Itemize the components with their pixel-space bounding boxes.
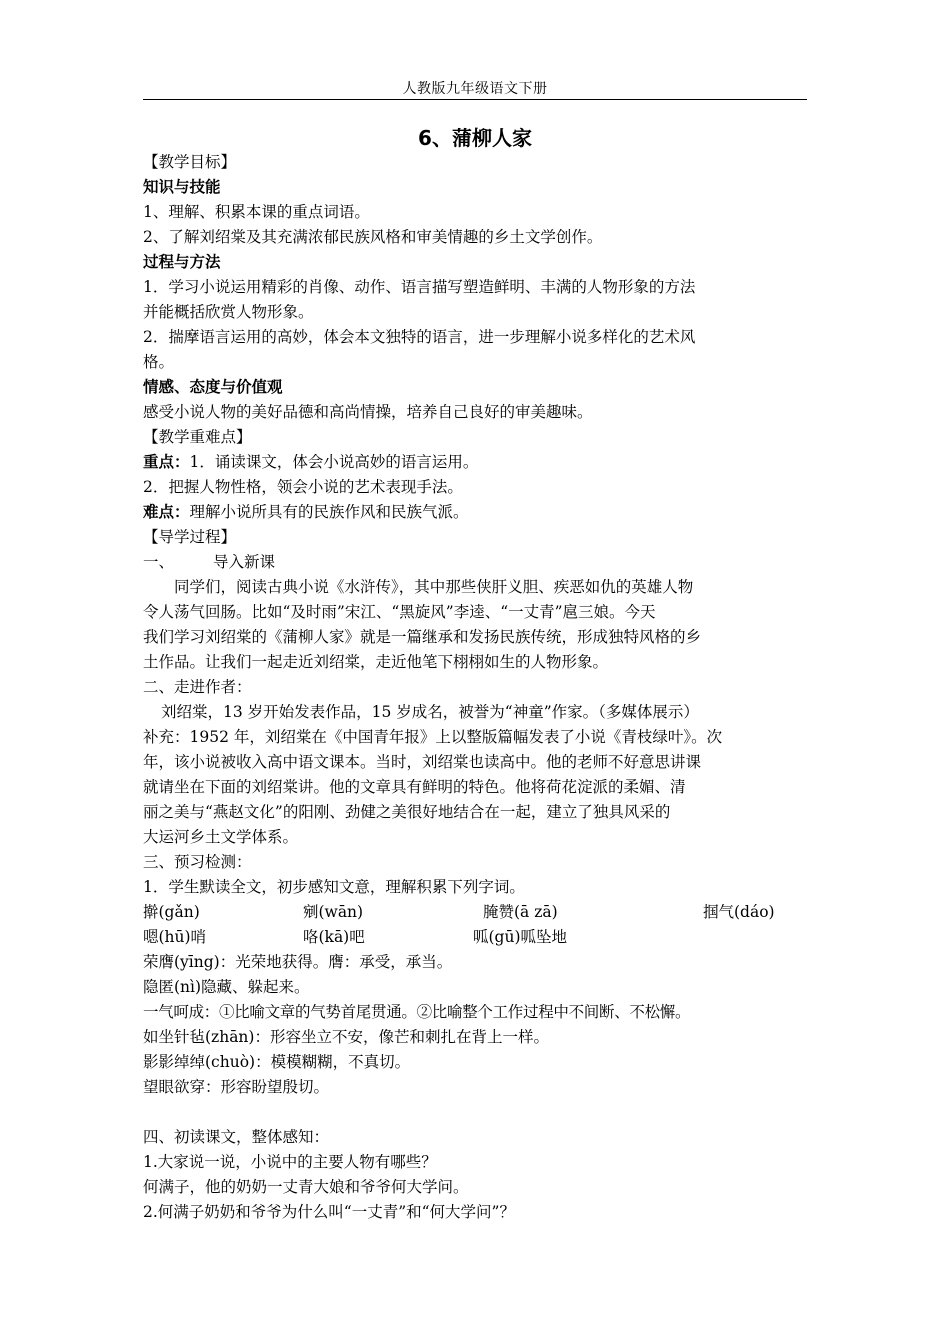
vocab-definition: 望眼欲穿：形容盼望殷切。 xyxy=(143,1078,330,1096)
section-4-line: 1.大家说一说，小说中的主要人物有哪些？ xyxy=(143,1153,437,1171)
vocab-definition: 一气呵成：①比喻文章的气势首尾贯通。②比喻整个工作过程中不间断、不松懈。 xyxy=(143,1003,691,1021)
section-2-line: 大运河乡土文学体系。 xyxy=(143,828,299,846)
knowledge-item: 1、理解、积累本课的重点词语。 xyxy=(143,203,370,221)
emotion-heading: 情感、态度与价值观 xyxy=(143,378,283,396)
section-4-line: 何满子，他的奶奶一丈青大娘和爷爷何大学问。 xyxy=(143,1178,469,1196)
vocab-term: 剜(wān) xyxy=(303,903,364,921)
section-2-line: 年，该小说被收入高中语文课本。当时，刘绍棠也读高中。他的老师不好意思讲课 xyxy=(143,753,702,771)
section-2-line: 刘绍棠，13 岁开始发表作品，15 岁成名，被誉为“神童”作家。（多媒体展示） xyxy=(161,703,699,721)
vocab-row-2 xyxy=(143,925,807,950)
section-1-number: 一、 xyxy=(143,553,175,571)
goals-heading: 【教学目标】 xyxy=(143,153,237,171)
key-text: 1．诵读课文，体会小说高妙的语言运用。 xyxy=(189,453,479,471)
section-2-line: 丽之美与“燕赵文化”的阳刚、劲健之美很好地结合在一起，建立了独具风采的 xyxy=(143,803,671,821)
difficult-text: 理解小说所具有的民族作风和民族气派。 xyxy=(189,503,469,521)
section-2-title: 二、走进作者： xyxy=(143,678,252,696)
section-4-title: 四、初读课文，整体感知： xyxy=(143,1128,330,1146)
vocab-term: 掴气(dáo) xyxy=(703,903,775,921)
key-heading: 【教学重难点】 xyxy=(143,428,252,446)
lesson-body xyxy=(143,150,807,1225)
vocab-definition: 影影绰绰(chuò)：模模糊糊，不真切。 xyxy=(143,1053,411,1071)
knowledge-item: 2、了解刘绍棠及其充满浓郁民族风格和审美情趣的乡土文学创作。 xyxy=(143,228,603,246)
process-item-1a: 1．学习小说运用精彩的肖像、动作、语言描写塑造鲜明、丰满的人物形象的方法 xyxy=(143,278,696,296)
section-1-line: 同学们，阅读古典小说《水浒传》，其中那些侠肝义胆、疾恶如仇的英雄人物 xyxy=(174,578,694,596)
knowledge-heading: 知识与技能 xyxy=(143,178,221,196)
process-item-1b: 并能概括欣赏人物形象。 xyxy=(143,303,314,321)
section-3-title: 三、预习检测： xyxy=(143,853,252,871)
page-header: 人教版九年级语文下册 xyxy=(402,81,548,97)
vocab-term: 嗯(hū)哨 xyxy=(143,928,207,946)
section-2-line: 补充：1952 年，刘绍棠在《中国青年报》上以整版篇幅发表了小说《青枝绿叶》。次 xyxy=(143,728,723,746)
vocab-definition: 如坐针毡(zhān)：形容坐立不安，像芒和刺扎在背上一样。 xyxy=(143,1028,549,1046)
section-1-line: 令人荡气回肠。比如“及时雨”宋江、“黑旋风”李逵、“一丈青”扈三娘。今天 xyxy=(143,603,656,621)
process-heading: 过程与方法 xyxy=(143,253,221,271)
vocab-term: 腌赞(ā zā) xyxy=(483,903,558,921)
header-rule xyxy=(143,99,807,100)
process-item-2b: 格。 xyxy=(143,353,175,371)
section-3-intro: 1．学生默读全文，初步感知文意，理解积累下列字词。 xyxy=(143,878,525,896)
vocab-term: 擀(gǎn) xyxy=(143,903,200,921)
vocab-definition: 荣膺(yīng)：光荣地获得。膺：承受，承当。 xyxy=(143,953,453,971)
section-2-line: 就请坐在下面的刘绍棠讲。他的文章具有鲜明的特色。他将荷花淀派的柔媚、清 xyxy=(143,778,686,796)
process-item-2a: 2．揣摩语言运用的高妙，体会本文独特的语言，进一步理解小说多样化的艺术风 xyxy=(143,328,696,346)
vocab-term: 咯(kā)吧 xyxy=(303,928,365,946)
lesson-title: 6、蒲柳人家 xyxy=(418,126,532,150)
key-label: 重点： xyxy=(143,453,190,471)
key-point-2: 2．把握人物性格，领会小说的艺术表现手法。 xyxy=(143,478,463,496)
section-1-line: 土作品。让我们一起走近刘绍棠，走近他笔下栩栩如生的人物形象。 xyxy=(143,653,609,671)
difficult-label: 难点： xyxy=(143,503,190,521)
section-1-line: 我们学习刘绍棠的《蒲柳人家》就是一篇继承和发扬民族传统，形成独特风格的乡 xyxy=(143,628,702,646)
key-point-1 xyxy=(143,450,807,475)
vocab-row-1 xyxy=(143,900,807,925)
vocab-term: 呱(gū)呱坠地 xyxy=(473,928,567,946)
guide-heading: 【导学过程】 xyxy=(143,528,237,546)
section-4-line: 2.何满子奶奶和爷爷为什么叫“一丈青”和“何大学问”？ xyxy=(143,1203,515,1221)
difficult-point xyxy=(143,500,807,525)
section-1-title xyxy=(143,550,807,575)
blank-line xyxy=(143,1100,807,1125)
section-1-label: 导入新课 xyxy=(213,553,276,571)
emotion-text: 感受小说人物的美好品德和高尚情操，培养自己良好的审美趣味。 xyxy=(143,403,593,421)
vocab-definition: 隐匿(nì)隐藏、躲起来。 xyxy=(143,978,310,996)
